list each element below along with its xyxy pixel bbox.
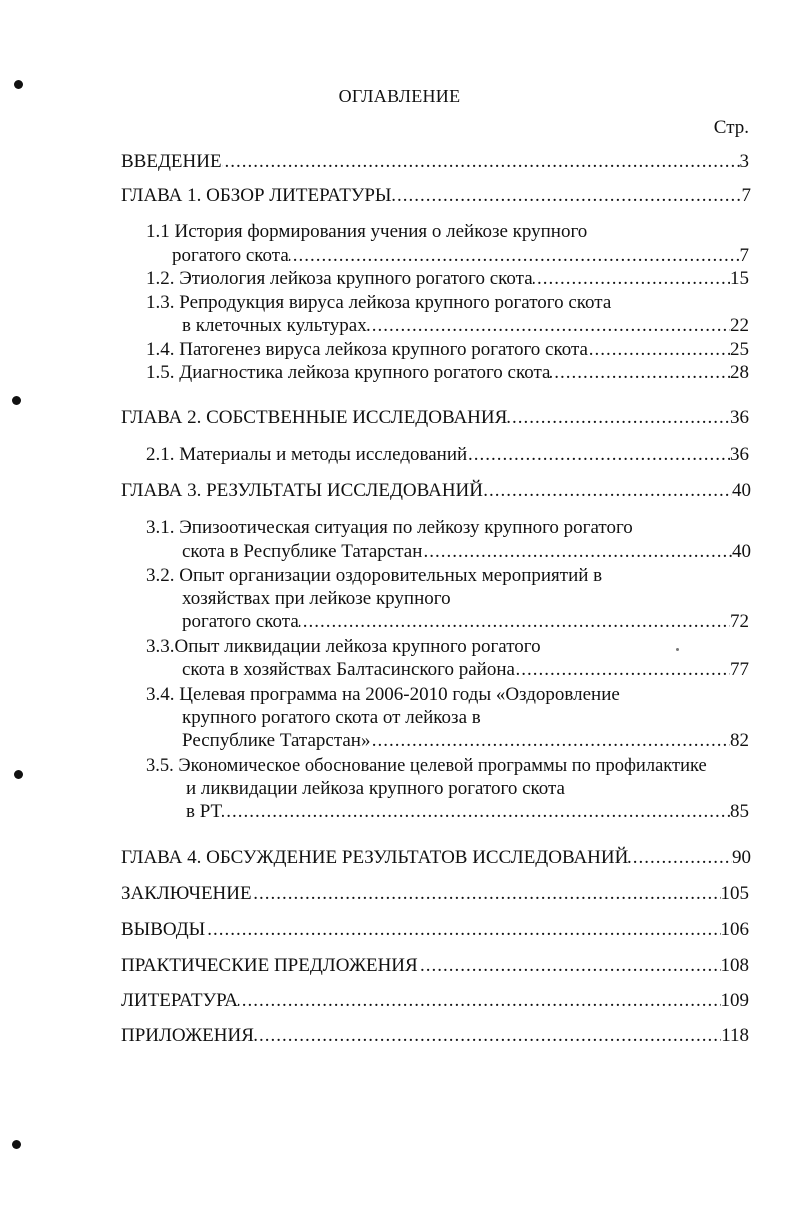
entry-title: ПРАКТИЧЕСКИЕ ПРЕДЛОЖЕНИЯ — [121, 955, 418, 976]
entry-title: рогатого скота — [182, 611, 299, 632]
toc-entry-chapter-2 — [121, 406, 749, 430]
entry-title: 1.2. Этиология лейкоза крупного рогатого скота — [146, 268, 533, 289]
toc-entry-3-4-line1: 3.4. Целевая программа на 2006-2010 годы «Оздоровление — [146, 684, 620, 705]
toc-entry-1-4 — [146, 338, 749, 362]
toc-entry-1-2 — [146, 267, 749, 291]
scan-speck — [676, 648, 679, 651]
entry-title: 2.1. Материалы и методы исследований — [146, 444, 468, 465]
entry-page: 28 — [730, 362, 749, 383]
toc-entry-literature — [121, 989, 749, 1013]
entry-title: рогатого скота — [172, 245, 289, 266]
toc-entry-1-1-line2 — [172, 244, 749, 268]
entry-page: 15 — [730, 268, 749, 289]
toc-entry-3-5-line3 — [186, 800, 749, 824]
toc-entry-1-3-line1: 1.3. Репродукция вируса лейкоза крупного рогатого скота — [146, 292, 612, 313]
toc-entry-chapter-3 — [121, 479, 751, 503]
entry-title: в РТ — [186, 801, 223, 822]
entry-page: 36 — [730, 444, 749, 465]
entry-title: ВЫВОДЫ — [121, 919, 206, 940]
entry-page: 25 — [730, 339, 749, 360]
toc-entry-3-2-line2: хозяйствах при лейкозе крупного — [182, 588, 451, 609]
toc-entry-practical — [121, 954, 749, 978]
toc-entry-appendix — [121, 1024, 749, 1048]
toc-entry-2-1 — [146, 443, 749, 467]
entry-title: ПРИЛОЖЕНИЯ — [121, 1025, 254, 1046]
entry-title: 1.4. Патогенез вируса лейкоза крупного рогатого скота — [146, 339, 588, 360]
binding-hole-mark — [12, 1140, 21, 1149]
entry-title: скота в хозяйствах Балтасинского района — [182, 659, 515, 680]
entry-title: ГЛАВА 2. СОБСТВЕННЫЕ ИССЛЕДОВАНИЯ — [121, 407, 508, 428]
entry-title: ВВЕДЕНИЕ — [121, 151, 222, 172]
entry-page: 72 — [730, 611, 749, 632]
toc-entry-3-1-line2 — [182, 540, 751, 564]
toc-entry-3-2-line1: 3.2. Опыт организации оздоровительных мероприятий в — [146, 565, 603, 586]
entry-title: ЛИТЕРАТУРА — [121, 990, 238, 1011]
toc-entry-3-2-line3 — [182, 610, 749, 634]
entry-title: скота в Республике Татарстан — [182, 541, 423, 562]
toc-entry-findings — [121, 918, 749, 942]
entry-page: 108 — [720, 955, 749, 976]
entry-page: 77 — [730, 659, 749, 680]
toc-entry-conclusion — [121, 882, 749, 906]
binding-hole-mark — [12, 396, 21, 405]
toc-entry-3-3-line1: 3.3.Опыт ликвидации лейкоза крупного рогатого — [146, 636, 541, 657]
toc-entry-chapter-1 — [121, 184, 751, 208]
toc-entry-3-4-line2: крупного рогатого скота от лейкоза в — [182, 707, 481, 728]
toc-entry-chapter-4 — [121, 846, 751, 870]
entry-page: 90 — [732, 847, 751, 868]
entry-title: Республике Татарстан» — [182, 730, 371, 751]
entry-page: 118 — [721, 1025, 749, 1046]
entry-page: 22 — [730, 315, 749, 336]
toc-entry-1-3-line2 — [182, 314, 749, 338]
entry-page: 85 — [730, 801, 749, 822]
dot-leader — [121, 918, 749, 942]
entry-page: 7 — [741, 185, 751, 206]
toc-heading: ОГЛАВЛЕНИЕ — [338, 86, 461, 106]
entry-title: ГЛАВА 3. РЕЗУЛЬТАТЫ ИССЛЕДОВАНИЙ — [121, 480, 484, 501]
entry-title: 1.5. Диагностика лейкоза крупного рогатого скота — [146, 362, 551, 383]
page-column-label: Стр. — [713, 117, 749, 138]
entry-page: 82 — [730, 730, 749, 751]
toc-entry-3-4-line3 — [182, 729, 749, 753]
binding-hole-mark — [14, 770, 23, 779]
entry-page: 7 — [739, 245, 749, 266]
toc-entry-3-5-line1: 3.5. Экономическое обоснование целевой программы по профилактике — [146, 756, 707, 776]
entry-page: 106 — [720, 919, 749, 940]
entry-page: 109 — [720, 990, 749, 1011]
toc-entry-1-1-line1: 1.1 История формирования учения о лейкозе крупного — [146, 221, 588, 242]
entry-page: 40 — [732, 541, 751, 562]
toc-entry-1-5 — [146, 361, 749, 385]
toc-entry-3-5-line2: и ликвидации лейкоза крупного рогатого скота — [186, 778, 565, 799]
toc-entry-intro — [121, 150, 749, 174]
entry-title: ЗАКЛЮЧЕНИЕ — [121, 883, 252, 904]
toc-entry-3-1-line1: 3.1. Эпизоотическая ситуация по лейкозу крупного рогатого — [146, 517, 633, 538]
entry-page: 40 — [732, 480, 751, 501]
entry-title: в клеточных культурах — [182, 315, 367, 336]
entry-title: ГЛАВА 1. ОБЗОР ЛИТЕРАТУРЫ — [121, 185, 392, 206]
dot-leader — [186, 800, 749, 824]
entry-page: 3 — [739, 151, 749, 172]
entry-title: ГЛАВА 4. ОБСУЖДЕНИЕ РЕЗУЛЬТАТОВ ИССЛЕДОВАНИЙ — [121, 847, 629, 868]
toc-entry-3-3-line2 — [182, 658, 749, 682]
entry-page: 36 — [730, 407, 749, 428]
entry-page: 105 — [720, 883, 749, 904]
